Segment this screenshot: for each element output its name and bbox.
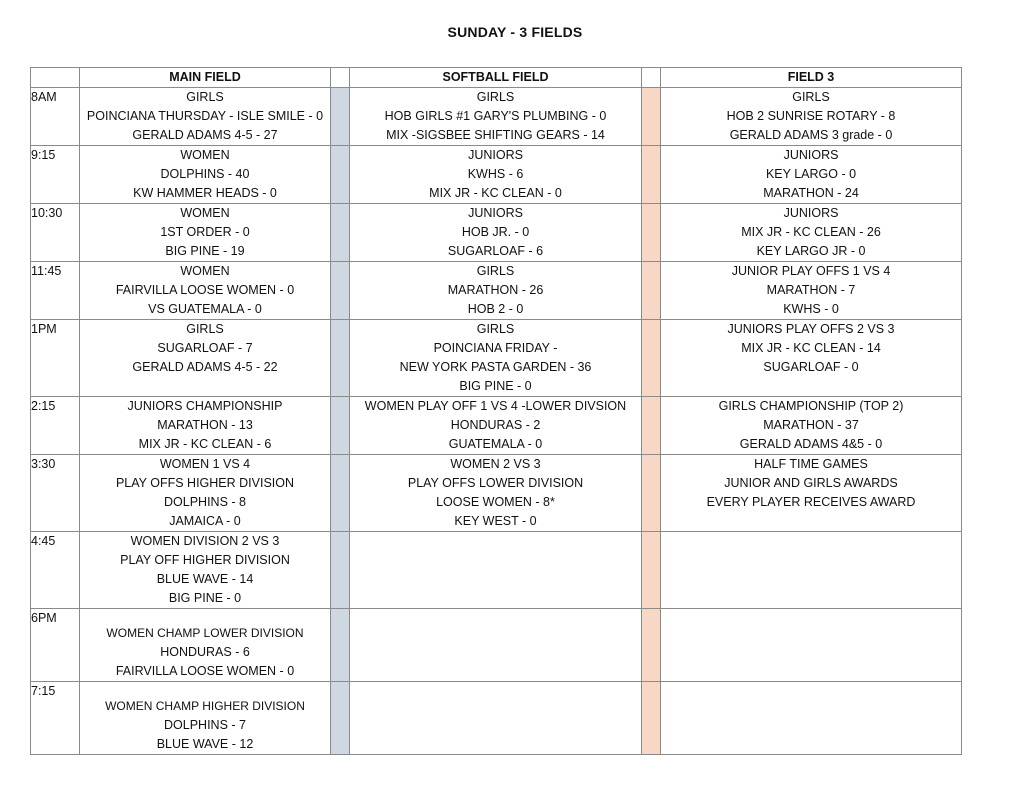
schedule-row	[31, 397, 962, 455]
game-line: BLUE WAVE - 12	[156, 737, 254, 751]
game-line: EVERY PLAYER RECEIVES AWARD	[706, 495, 916, 509]
game-line: MARATHON - 7	[766, 283, 856, 297]
divider-cell	[642, 609, 661, 682]
game-line: BLUE WAVE - 14	[156, 572, 254, 586]
game-line: WOMEN 1 VS 4	[159, 457, 251, 471]
game-line: WOMEN 2 VS 3	[450, 457, 541, 471]
softball-field-slot	[350, 455, 642, 532]
game-line: GERALD ADAMS 4-5 - 27	[132, 128, 278, 142]
game-line: GIRLS CHAMPIONSHIP (TOP 2)	[718, 399, 904, 413]
divider-cell	[331, 455, 350, 532]
divider-cell	[642, 146, 661, 204]
main-field-slot	[80, 88, 331, 146]
field-3-slot	[661, 609, 962, 682]
main-field-slot	[80, 204, 331, 262]
main-field-slot	[80, 609, 331, 682]
divider-cell	[642, 204, 661, 262]
game-line: GIRLS	[476, 322, 515, 336]
schedule-row	[31, 262, 962, 320]
game-line: GIRLS	[186, 322, 224, 336]
main-field-slot	[80, 682, 331, 755]
game-line: FAIRVILLA LOOSE WOMEN - 0	[115, 283, 295, 297]
schedule-table	[30, 67, 962, 755]
softball-field-slot	[350, 532, 642, 609]
game-line: MARATHON - 24	[763, 186, 859, 200]
softball-field-slot	[350, 146, 642, 204]
softball-field-slot	[350, 609, 642, 682]
game-line: GERALD ADAMS 4&5 - 0	[739, 437, 883, 451]
main-field-slot	[80, 455, 331, 532]
game-line: VS GUATEMALA - 0	[148, 302, 262, 316]
game-line: MARATHON - 37	[763, 418, 859, 432]
field-3-slot	[661, 204, 962, 262]
game-line: SUGARLOAF - 0	[763, 360, 859, 374]
divider-cell	[331, 146, 350, 204]
game-line: JUNIOR PLAY OFFS 1 VS 4	[731, 264, 891, 278]
field-3-slot	[661, 262, 962, 320]
game-line: KWHS - 6	[467, 167, 524, 181]
divider-cell	[331, 397, 350, 455]
game-line: GIRLS	[186, 90, 224, 104]
softball-field-slot	[350, 88, 642, 146]
game-line: SUGARLOAF - 7	[157, 341, 253, 355]
time-cell: 6PM	[31, 609, 80, 682]
game-line: MIX -SIGSBEE SHIFTING GEARS - 14	[386, 128, 605, 142]
game-line: JAMAICA - 0	[169, 514, 241, 528]
game-line: HALF TIME GAMES	[754, 457, 868, 471]
game-line: 1ST ORDER - 0	[160, 225, 250, 239]
main-field-slot	[80, 320, 331, 397]
game-line: HONDURAS - 2	[450, 418, 541, 432]
softball-field-slot	[350, 682, 642, 755]
header-row	[31, 68, 962, 88]
game-line: WOMEN	[180, 264, 230, 278]
header-main-field: MAIN FIELD	[80, 68, 331, 88]
game-line: MIX JR - KC CLEAN - 14	[741, 341, 881, 355]
time-cell: 7:15	[31, 682, 80, 755]
time-cell: 2:15	[31, 397, 80, 455]
schedule-row	[31, 682, 962, 755]
page-title: SUNDAY - 3 FIELDS	[447, 24, 583, 40]
divider-cell	[642, 320, 661, 397]
divider-column-1	[331, 68, 350, 88]
game-line: JUNIORS	[468, 206, 523, 220]
field-3-slot	[661, 320, 962, 397]
divider-cell	[331, 682, 350, 755]
game-line: WOMEN	[180, 148, 230, 162]
game-line: PLAY OFFS HIGHER DIVISION	[115, 476, 295, 490]
game-line: NEW YORK PASTA GARDEN - 36	[399, 360, 592, 374]
game-line: POINCIANA THURSDAY - ISLE SMILE - 0	[86, 109, 324, 123]
schedule-row	[31, 88, 962, 146]
game-line: PLAY OFFS LOWER DIVISION	[407, 476, 584, 490]
game-line: GUATEMALA - 0	[448, 437, 543, 451]
game-line: HONDURAS - 6	[160, 645, 250, 659]
game-line: GERALD ADAMS 4-5 - 22	[132, 360, 278, 374]
game-line: PLAY OFF HIGHER DIVISION	[120, 553, 290, 567]
divider-cell	[331, 88, 350, 146]
game-line: GERALD ADAMS 3 grade - 0	[729, 128, 893, 142]
schedule-row	[31, 204, 962, 262]
header-softball-field: SOFTBALL FIELD	[350, 68, 642, 88]
time-cell: 10:30	[31, 204, 80, 262]
game-line: BIG PINE - 0	[168, 591, 242, 605]
softball-field-slot	[350, 320, 642, 397]
divider-column-2	[642, 68, 661, 88]
schedule-row	[31, 146, 962, 204]
divider-cell	[642, 455, 661, 532]
divider-cell	[331, 532, 350, 609]
game-line: GIRLS	[792, 90, 830, 104]
time-cell: 3:30	[31, 455, 80, 532]
game-line: JUNIORS	[783, 206, 839, 220]
field-3-slot	[661, 88, 962, 146]
main-field-slot	[80, 532, 331, 609]
divider-cell	[331, 204, 350, 262]
game-line: MIX JR - KC CLEAN - 26	[741, 225, 881, 239]
game-line: POINCIANA FRIDAY -	[433, 341, 558, 355]
game-line: LOOSE WOMEN - 8*	[436, 495, 555, 509]
softball-field-slot	[350, 397, 642, 455]
schedule-body	[31, 88, 962, 755]
time-cell: 9:15	[31, 146, 80, 204]
time-cell: 4:45	[31, 532, 80, 609]
divider-cell	[642, 532, 661, 609]
game-line: HOB 2 SUNRISE ROTARY - 8	[726, 109, 896, 123]
game-line: HOB 2 - 0	[467, 302, 524, 316]
field-3-slot	[661, 455, 962, 532]
divider-cell	[642, 88, 661, 146]
schedule-row	[31, 320, 962, 397]
game-line: WOMEN	[180, 206, 230, 220]
softball-field-slot	[350, 204, 642, 262]
game-line: DOLPHINS - 8	[164, 495, 246, 509]
game-line: JUNIORS	[783, 148, 839, 162]
divider-cell	[331, 320, 350, 397]
game-line: KEY LARGO JR - 0	[756, 244, 866, 258]
game-line: MIX JR - KC CLEAN - 6	[138, 437, 272, 451]
field-3-slot	[661, 397, 962, 455]
game-line: WOMEN PLAY OFF 1 VS 4 -LOWER DIVSION	[364, 399, 627, 413]
game-line: WOMEN CHAMP HIGHER DIVISION	[105, 699, 305, 713]
divider-cell	[331, 262, 350, 320]
divider-cell	[642, 682, 661, 755]
divider-cell	[642, 262, 661, 320]
divider-cell	[331, 609, 350, 682]
game-line: WOMEN CHAMP LOWER DIVISION	[106, 626, 304, 640]
game-line: BIG PINE - 0	[459, 379, 532, 393]
main-field-slot	[80, 146, 331, 204]
softball-field-slot	[350, 262, 642, 320]
field-3-slot	[661, 146, 962, 204]
game-line: DOLPHINS - 7	[164, 718, 246, 732]
field-3-slot	[661, 682, 962, 755]
main-field-slot	[80, 397, 331, 455]
game-line: KW HAMMER HEADS - 0	[133, 186, 277, 200]
game-line: JUNIOR AND GIRLS AWARDS	[724, 476, 898, 490]
game-line: KEY LARGO - 0	[765, 167, 857, 181]
game-line: MARATHON - 26	[447, 283, 544, 297]
time-cell: 11:45	[31, 262, 80, 320]
main-field-slot	[80, 262, 331, 320]
game-line: FAIRVILLA LOOSE WOMEN - 0	[115, 664, 295, 678]
game-line: KEY WEST - 0	[454, 514, 537, 528]
header-time	[31, 68, 80, 88]
game-line: MARATHON - 13	[157, 418, 253, 432]
game-line: KWHS - 0	[783, 302, 839, 316]
schedule-row	[31, 455, 962, 532]
time-cell: 1PM	[31, 320, 80, 397]
game-line: GIRLS	[476, 90, 515, 104]
schedule-row	[31, 609, 962, 682]
game-line: GIRLS	[476, 264, 515, 278]
game-line: MIX JR - KC CLEAN - 0	[429, 186, 562, 200]
game-line: SUGARLOAF - 6	[447, 244, 544, 258]
field-3-slot	[661, 532, 962, 609]
game-line: JUNIORS PLAY OFFS 2 VS 3	[727, 322, 895, 336]
game-line: HOB JR. - 0	[461, 225, 530, 239]
game-line: HOB GIRLS #1 GARY'S PLUMBING - 0	[384, 109, 607, 123]
time-cell: 8AM	[31, 88, 80, 146]
divider-cell	[642, 397, 661, 455]
header-field-3: FIELD 3	[661, 68, 962, 88]
schedule-row	[31, 532, 962, 609]
game-line: BIG PINE - 19	[165, 244, 245, 258]
game-line: DOLPHINS - 40	[160, 167, 250, 181]
game-line: JUNIORS	[468, 148, 523, 162]
game-line: JUNIORS CHAMPIONSHIP	[127, 399, 283, 413]
game-line: WOMEN DIVISION 2 VS 3	[130, 534, 280, 548]
